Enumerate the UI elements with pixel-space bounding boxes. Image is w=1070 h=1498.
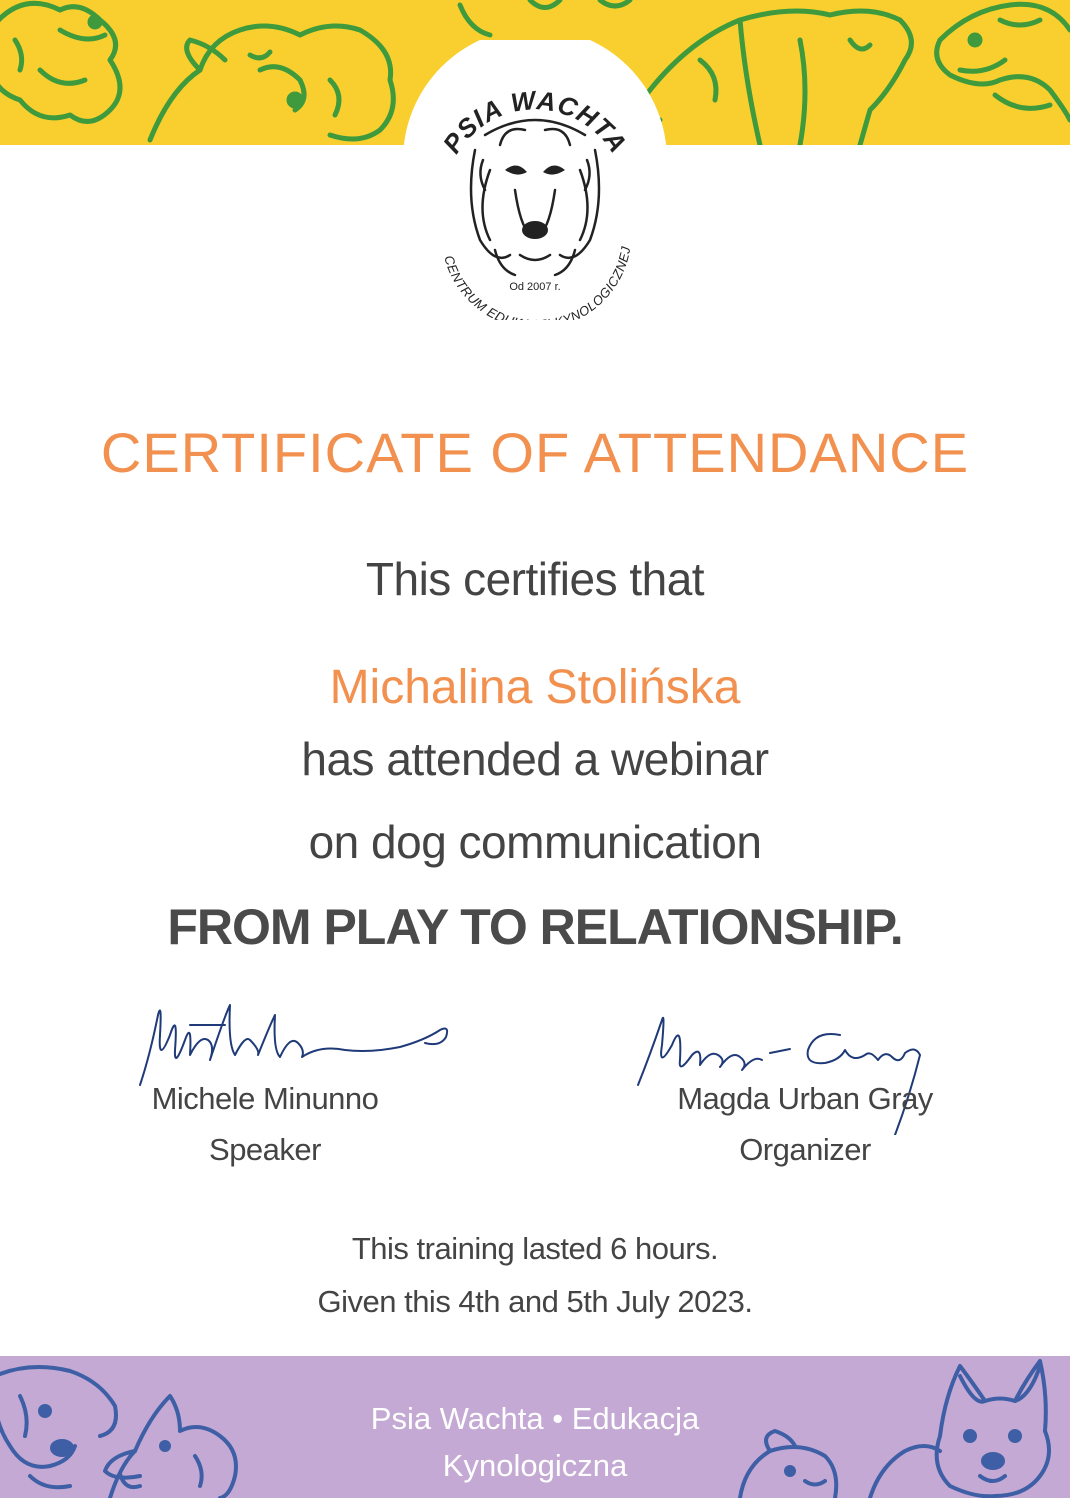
svg-text:PSIA WACHTA — [437, 85, 634, 159]
organizer-name: Magda Urban Gray — [677, 1081, 933, 1116]
psia-wachta-seal-logo — [405, 50, 665, 320]
speaker-signature — [130, 995, 460, 1095]
certificate-title: CERTIFICATE OF ATTENDANCE — [100, 421, 970, 484]
recipient-name: Michalina Stolińska — [329, 661, 741, 714]
footer-organization: Psia Wachta • Edukacja Kynologiczna — [370, 1401, 700, 1483]
attendance-line: has attended a webinar — [301, 733, 769, 785]
training-duration: This training lasted 6 hours. — [351, 1231, 719, 1266]
speaker-name: Michele Minunno — [151, 1081, 379, 1116]
organizer-role: Organizer — [739, 1132, 871, 1167]
seal-since-text: Od 2007 r. — [509, 281, 561, 293]
speaker-role: Speaker — [209, 1132, 321, 1167]
seal-subtitle-text: CENTRUM ED YNOLOGICZNEJ — [441, 245, 634, 320]
certifies-text: This certifies that — [365, 553, 705, 605]
webinar-title: FROM PLAY TO RELATIONSHIP. — [167, 899, 903, 955]
seal-title-text: PSIA WACHTA — [436, 84, 634, 159]
training-dates: Given this 4th and 5th July 2023. — [317, 1284, 753, 1319]
topic-line: on dog communication — [308, 816, 762, 868]
